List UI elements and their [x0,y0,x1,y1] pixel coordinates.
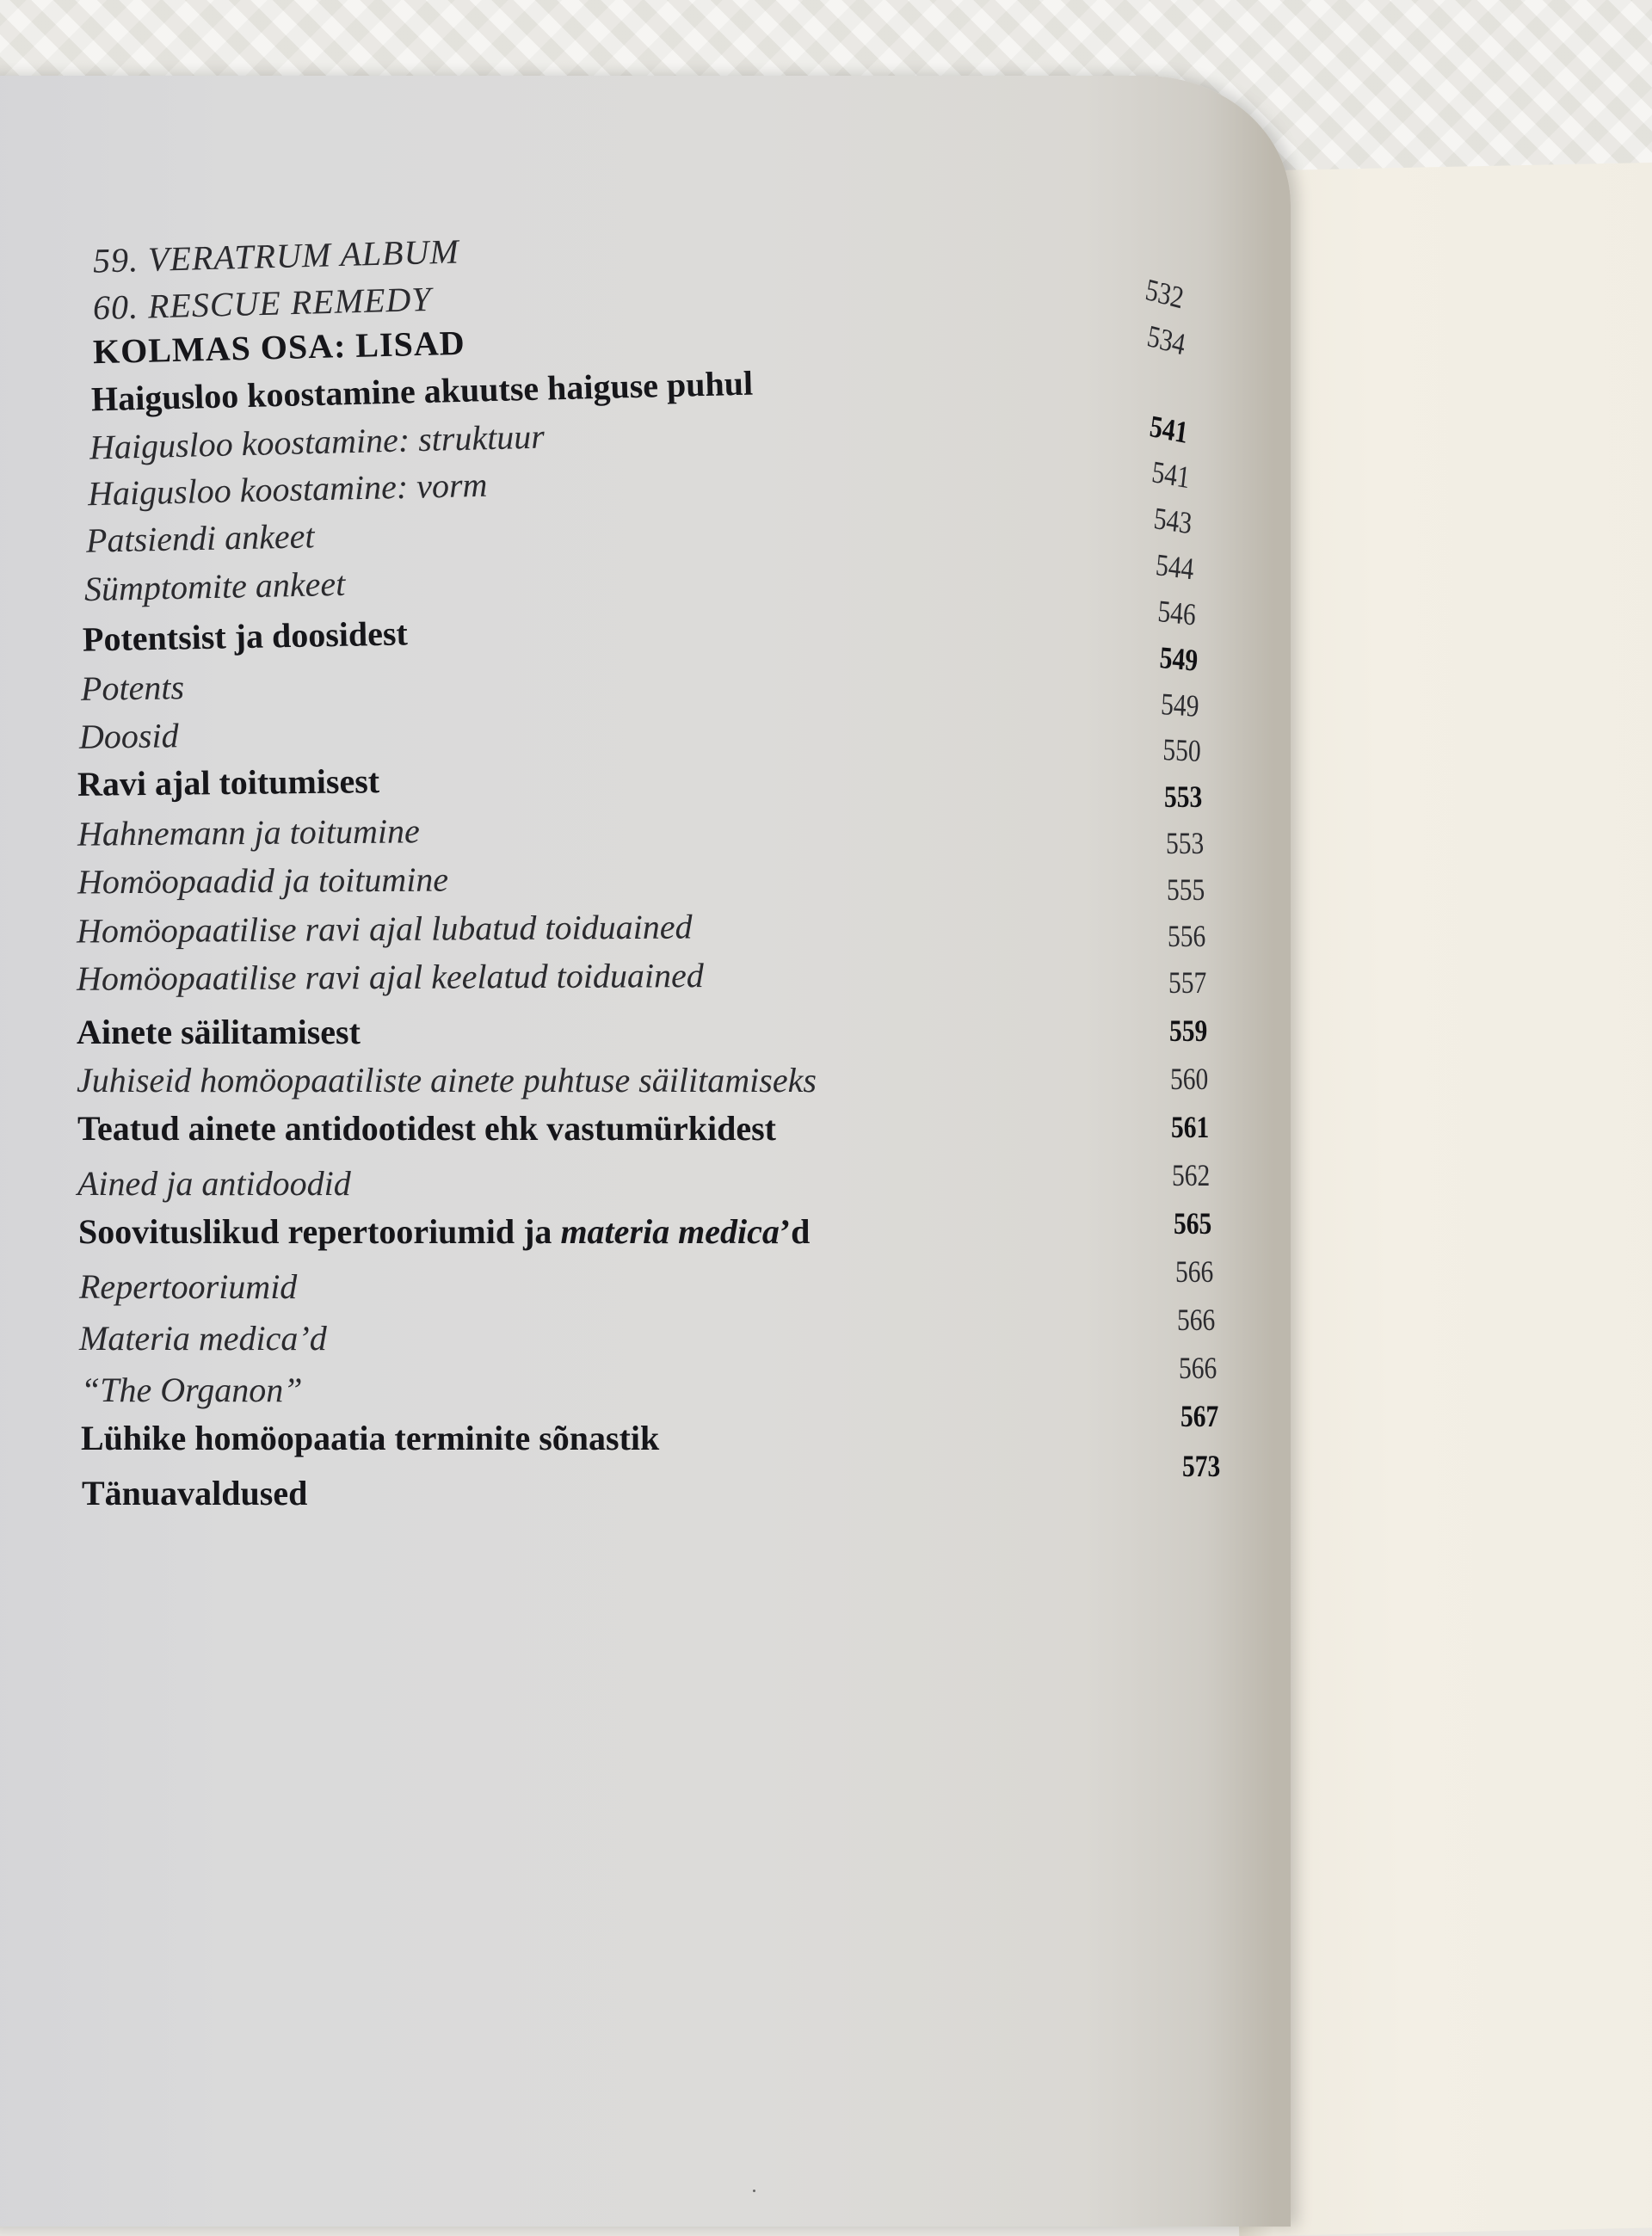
toc-entry [77,761,380,804]
toc-entry-title: Homöopaadid ja toitumine [77,859,449,902]
toc-entry [77,859,449,902]
toc-entry-page: 565 [1174,1206,1212,1241]
toc-entry [77,958,704,996]
toc-entry [92,231,460,280]
toc-entry [77,1015,361,1050]
toc-entry [77,1063,817,1098]
toc-entry-page: 550 [1162,732,1202,768]
toc-entry [83,564,346,609]
toc-entry-title: 59. VERATRUM ALBUM [92,231,460,280]
toc-entry-page: 573 [1182,1449,1221,1483]
toc-entry-title: Homöopaatilise ravi ajal keelatud toiduained [76,956,704,998]
toc-entry-page: 555 [1167,872,1205,907]
toc-entry-title: “The Organon” [81,1371,303,1409]
toc-entry-title: Repertooriumid [79,1267,298,1306]
toc-entry-page: 546 [1156,594,1198,632]
toc-entry-title: Haigusloo koostamine: vorm [87,465,488,514]
toc-entry [92,323,466,372]
toc-entry [77,1164,351,1203]
toc-entry-page: 562 [1172,1158,1211,1192]
toc-entry-title: 60. RESCUE REMEDY [92,279,433,328]
toc-entry-page: 544 [1154,547,1196,587]
toc-entry [79,1267,298,1306]
toc-entry-title: KOLMAS OSA: LISAD [92,323,466,372]
toc-entry-title: Teatud ainete antidootidest ehk vastumürkidest [77,1109,776,1148]
toc-entry-page: 556 [1168,919,1206,953]
toc-entry-page: 566 [1179,1351,1217,1385]
toc-entry-title: Materia medica’d [79,1319,327,1358]
toc-entry-title: Ained ja antidoodid [77,1164,351,1203]
toc-entry-title: Sümptomite ankeet [83,564,346,609]
toc-entry [92,279,433,328]
toc-entry [89,416,546,467]
toc-entry [81,670,185,706]
toc-entry [79,1321,327,1356]
toc-entry-title: Potentsist ja doosidest [82,613,409,659]
toc-entry [81,1421,659,1456]
toc-entry-title: Doosid [78,716,179,756]
toc-entry-page: 567 [1180,1399,1219,1433]
toc-entry [87,465,488,514]
toc-entry [82,613,409,659]
toc-entry [77,1109,776,1148]
toc-entry-title: Haigusloo koostamine: struktuur [89,416,546,467]
toc-entry-page: 566 [1177,1303,1216,1337]
toc-entry [77,811,420,853]
toc-entry-page: 541 [1148,409,1190,450]
toc-entry-title: Hahnemann ja toitumine [77,811,420,853]
toc-entry [81,1373,302,1408]
toc-entry-title-suffix: ’d [779,1212,811,1251]
toc-entry-page: 549 [1160,687,1200,724]
toc-entry-page: 543 [1152,501,1194,541]
toc-entry [85,516,315,560]
toc-entry-title: Ravi ajal toitumisest [77,761,380,804]
toc-entry-title: Lühike homöopaatia terminite sõnastik [81,1419,660,1457]
toc-entry-page: 541 [1150,454,1193,496]
paper-speck [753,2190,755,2192]
toc-entry-page: 553 [1164,779,1203,814]
toc-entry-title: Potents [80,668,185,708]
toc-entry-title-main: Soovituslikud repertooriumid ja [78,1212,552,1251]
toc-entry [76,907,693,951]
toc-entry [82,1476,307,1511]
toc-entry-page: 557 [1168,965,1207,1000]
toc-entry-page: 566 [1175,1254,1214,1289]
toc-entry-page: 549 [1158,640,1199,678]
toc-entry-page: 532 [1143,272,1187,316]
toc-entry-title: Homöopaatilise ravi ajal lubatud toiduained [76,907,693,951]
toc-entry-title [78,1212,810,1251]
toc-entry-title: Tänuavaldused [82,1474,308,1512]
toc-entry-title: Patsiendi ankeet [85,516,315,560]
toc-entry-page: 534 [1144,318,1188,362]
toc-entry-page: 560 [1170,1062,1209,1096]
toc-entry [79,718,179,754]
toc-entry-page: 559 [1169,1013,1208,1048]
toc-entry-page: 561 [1171,1110,1210,1144]
toc-entry-page: 553 [1166,826,1205,860]
toc-entry-title-italic: materia medica [560,1212,780,1251]
toc-entry-title: Ainete säilitamisest [77,1013,361,1051]
toc-entry [78,1212,811,1251]
toc-entry [90,363,754,419]
toc-entry-title: Juhiseid homöopaatiliste ainete puhtuse säilitamiseks [77,1061,817,1100]
toc-entry-title: Haigusloo koostamine akuutse haiguse puhul [90,363,754,419]
